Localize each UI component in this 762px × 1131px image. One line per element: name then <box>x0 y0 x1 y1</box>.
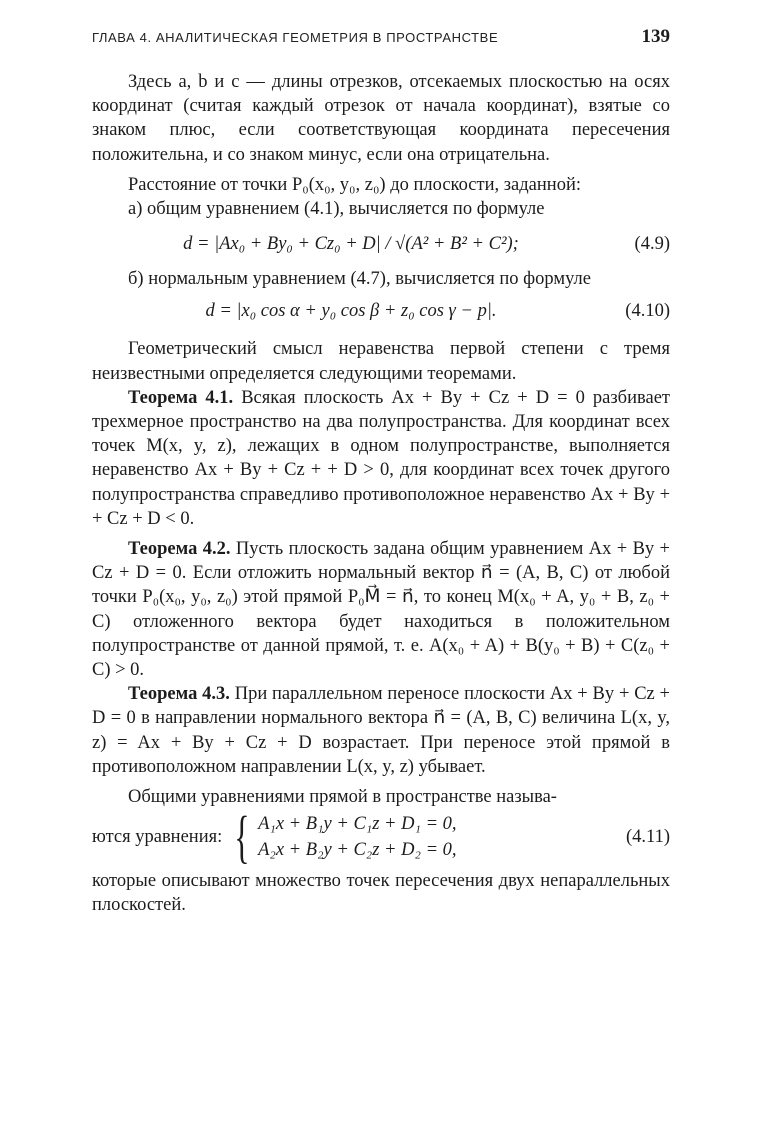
theorem-title: Теорема 4.3. <box>128 684 230 705</box>
paragraph-normal-case: б) нормальным уравнением (4.7), вычисляется по формуле <box>128 269 591 290</box>
page-number: 139 <box>641 26 670 47</box>
paragraph-geometric-meaning: Геометрический смысл неравенства первой степени с тремя неизвестными определяется следующими теоремами. <box>92 339 670 384</box>
theorem-text: Пусть плоскость задана общим уравнением Ax + By + Cz + D = 0. Если отложить нормальный вектор n⃗ = (A, B, C) от любой точки P₀(x₀, y₀, z₀) этой прямой P₀M⃗ = n⃗, то конец M(x₀ + A, y₀ + B, z₀ + C) отложенного вектора будет находиться в положительном полупространстве от данной прямой, т. е. A(x₀ + A) + B(y₀ + B) + C(z₀ + C) > 0. <box>92 539 670 681</box>
theorem-4-2 <box>92 537 670 682</box>
theorem-text: Всякая плоскость Ax + By + Cz + D = 0 разбивает трехмерное пространство на два полупространства. Для координат всех точек M(x, y, z), лежащих в одном полупространстве, выполняется неравенство Ax + By + Cz + + D > 0, для координат всех точек другого полупространства справедливо противоположное неравенство Ax + By + + Cz + D < 0. <box>92 387 670 529</box>
equation-4-10 <box>92 291 670 331</box>
system-equation-2: A₂x + B₂y + C₂z + D₂ = 0, <box>258 840 457 861</box>
page-body <box>92 70 670 918</box>
equation-number: (4.11) <box>625 827 670 848</box>
system-lines <box>258 811 456 863</box>
paragraph-intercepts: Здесь a, b и c — длины отрезков, отсекаемых плоскостью на осях координат (считая каждый отрезок от начала координат), взятые со знаком плюс, если соответствующая координата пересечения положительна, и со знаком минус, если она отрицательна. <box>92 72 670 165</box>
equation-formula: d = |Ax₀ + By₀ + Cz₀ + D| / √(A² + B² + C²); <box>183 234 519 255</box>
system-intro: ются уравнения: <box>92 827 223 848</box>
running-header <box>92 26 670 50</box>
theorem-4-1 <box>92 386 670 531</box>
theorem-text: При параллельном переносе плоскости Ax + By + Cz + D = 0 в направлении нормального вектора n⃗ = (A, B, C) величина L(x, y, z) = Ax + By + Cz + D возрастает. При переносе этой прямой в противоположном направлении L(x, y, z) убывает. <box>92 684 670 777</box>
chapter-title: ГЛАВА 4. АНАЛИТИЧЕСКАЯ ГЕОМЕТРИЯ В ПРОСТРАНСТВЕ <box>92 30 499 45</box>
theorem-4-3 <box>92 682 670 779</box>
paragraph-distance: Расстояние от точки P₀(x₀, y₀, z₀) до плоскости, заданной: <box>128 174 581 195</box>
equation-system-4-11 <box>92 804 670 870</box>
theorem-title: Теорема 4.2. <box>128 539 231 560</box>
equation-4-9 <box>92 221 670 267</box>
curly-brace-icon: { <box>234 804 250 870</box>
paragraph-intersection: которые описывают множество точек пересечения двух непараллельных плоскостей. <box>92 871 670 916</box>
equation-number: (4.9) <box>634 234 670 255</box>
paragraph-general-case: а) общим уравнением (4.1), вычисляется по формуле <box>128 199 545 220</box>
equation-formula: d = |x₀ cos α + y₀ cos β + z₀ cos γ − p|. <box>205 301 497 322</box>
system-equation-1: A₁x + B₁y + C₁z + D₁ = 0, <box>258 814 457 835</box>
equation-number: (4.10) <box>625 301 670 322</box>
paragraph-line-equations: Общими уравнениями прямой в пространстве называ- <box>128 787 557 808</box>
theorem-title: Теорема 4.1. <box>128 387 234 408</box>
